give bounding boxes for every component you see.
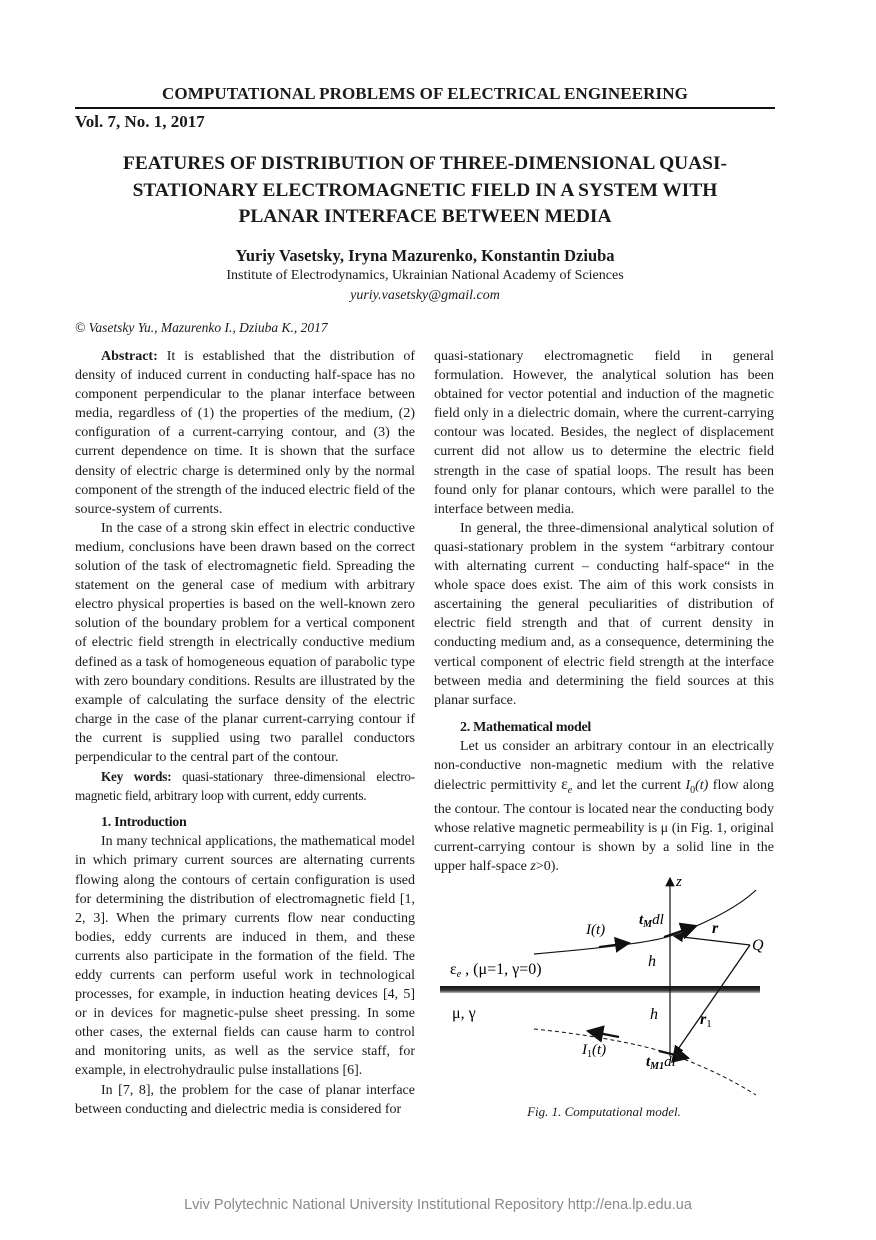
abstract-text-1: It is established that the distribution of density of induced current in conducting half-space has no component perpendicular to the planar interface between media, regardless of (1) the properties of the medium, (2) configuration of a current-carrying contour, and (3) the current dependence on time. It is shown that the surface density of electric charge is determined only by the normal component of the strength of the induced electric field of the source-system of currents. — [75, 349, 415, 517]
author-affiliation: Institute of Electrodynamics, Ukrainian National Academy of Sciences — [226, 268, 624, 283]
author-email[interactable]: yuriy.vasetsky@gmail.com — [350, 288, 500, 303]
article-authors: Yuriy Vasetsky, Iryna Mazurenko, Konstantin Dziuba — [235, 246, 615, 265]
r1-vector-label: r1 — [700, 1011, 712, 1030]
image-contour — [534, 1029, 756, 1095]
intro-paragraph-2-continued: quasi-stationary electromagnetic field in general formulation. However, the analytical solution has been obtained for vector potential and induction of the magnetic field only in a dielectric domain, where the current-carrying contour was located. Besides, the neglect of displacement current did not allow us to determine the electric field strength in the case of spatial loops. The result has been found only for planar contours, which were parallel to the interface between media. — [434, 349, 774, 517]
figure-diagram — [434, 866, 774, 1096]
r-vector — [674, 936, 750, 945]
model-text-a: Let us consider an arbitrary contour in an electrically non-conductive non-magnetic medium with the relative dielectric permittivity — [434, 738, 774, 794]
point-q-label: Q — [752, 937, 764, 954]
z-symbol: z — [530, 859, 536, 875]
r-vector-label: r — [712, 920, 719, 937]
model-text-d: >0). — [535, 859, 559, 875]
right-column — [434, 347, 774, 876]
model-text-c: flow along the contour. The contour is located near the conducting body whose relative magnetic permeability is μ (in Fig. 1, original current-carrying contour is shown by a solid line in the upper half-space — [434, 778, 775, 875]
keywords-paragraph — [75, 767, 415, 805]
section-heading-mathematical-model: 2. Mathematical model — [460, 719, 591, 735]
intro-paragraph-2-start: In [7, 8], the problem for the case of planar interface between conducting and dielectric media is considered for — [75, 1082, 415, 1117]
keywords-text: quasi-stationary three-dimensional electro-magnetic field, arbitrary loop with current, eddy currents. — [75, 769, 415, 804]
article-title: FEATURES OF DISTRIBUTION OF THREE-DIMENSIONAL QUASI-STATIONARY ELECTROMAGNETIC FIELD IN A SYSTEM WITH PLANAR INTERFACE BETWEEN MEDIA — [123, 153, 727, 227]
abstract-paragraph-1 — [75, 347, 415, 519]
current-top-label: I(t) — [586, 922, 606, 938]
tangent-bottom-label: $t_{M1}dl$ — [646, 1054, 676, 1072]
z-axis-label: z — [676, 874, 682, 890]
model-text-b: and let the current — [572, 778, 686, 794]
intro-paragraph-1: In many technical applications, the mathematical model in which primary current sources are alternating currents flowing along the contours of certain configuration is used for determining the distribution of electromagnetic field [1, 2, 3]. When the primary currents flow near conducting bodies, eddy currents are induced in them, and these currents also participate in the formation of the field. The eddy currents can perform useful work in technological processes, for example, in induction heating devices [4, 5] or in devices for magnetic-pulse sheet pressing. In some other cases, the external fields can cause harm to control and monitoring units, as well as the service staff, for example, in electrohydraulic pulse installations [6]. — [75, 834, 415, 1079]
keywords-label: Key words: — [101, 769, 172, 785]
model-paragraph-1 — [434, 737, 774, 876]
section-heading-introduction: 1. Introduction — [101, 815, 187, 831]
figure-caption: Fig. 1. Computational model. — [527, 1104, 681, 1119]
abstract-paragraph-2: In the case of a strong skin effect in electric conductive medium, conclusions have been drawn based on the correct solution of the task of electromagnetic field. Spreading the statement on the general case of medium with arbitrary electro physical properties is based on the well-known zero solution of the boundary problem for a vertical component of electric field strength in electrically conductive medium defined as a task of homogeneous equation of parabolic type with zero boundary conditions. Results are illustrated by the example of calculating the surface density of the electric charge in the case of the planar current-carrying contour if the current is supplied using two parallel conductors perpendicular to the central part of the contour. — [75, 520, 415, 765]
tangent-vector-top — [664, 926, 696, 937]
left-column — [75, 347, 415, 1119]
height-bottom-label: h — [650, 1006, 658, 1023]
intro-paragraph-3: In general, the three-dimensional analytical solution of quasi-stationary problem in the system “arbitrary contour with alternating current – conducting half-space“ in the whole space does exist. The aim of this work consists in ascertaining the general peculiarities of distribution of electric field strength and that of current density in conducting medium and, as a consequence, determining the vertical component of electric field strength at the interface between media and determining the field sources at this planar surface. — [434, 520, 774, 708]
height-top-label: h — [648, 953, 656, 970]
journal-name: COMPUTATIONAL PROBLEMS OF ELECTRICAL ENGINEERING — [162, 84, 688, 103]
header-divider — [75, 107, 775, 109]
repository-footer[interactable]: Lviv Polytechnic National University Institutional Repository http://ena.lp.edu.ua — [184, 1197, 692, 1213]
volume-info: Vol. 7, No. 1, 2017 — [75, 112, 205, 131]
current-subscript: 0 — [690, 784, 696, 796]
upper-medium-label: εe , (μ=1, γ=0) — [450, 961, 542, 980]
media-interface — [440, 986, 760, 993]
r1-vector — [674, 945, 750, 1055]
epsilon-subscript: e — [567, 784, 573, 796]
abstract-label: Abstract: — [101, 349, 158, 364]
tangent-top-label: $t_Mdl$ — [639, 912, 664, 930]
current-bottom-label: $I_1(t)$ — [582, 1042, 607, 1060]
current-symbol: I — [685, 778, 691, 794]
copyright-notice: © Vasetsky Yu., Mazurenko I., Dziuba K., 2017 — [75, 320, 328, 335]
figure-computational-model — [434, 866, 774, 1096]
epsilon-symbol: ε — [561, 776, 568, 794]
time-argument: (t) — [695, 778, 709, 794]
lower-medium-label: μ, γ — [452, 1005, 476, 1022]
